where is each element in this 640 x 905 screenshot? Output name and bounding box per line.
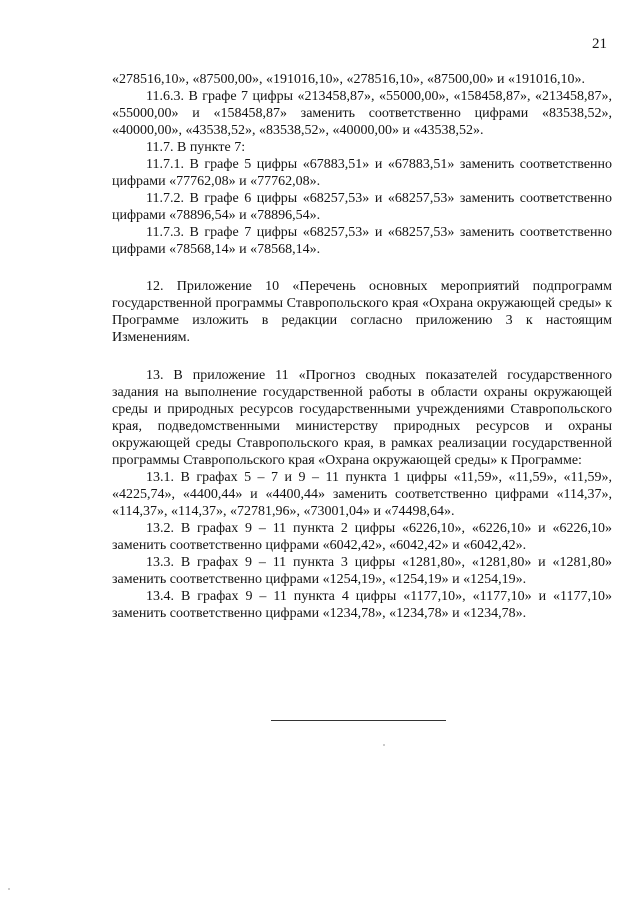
paragraph-13: 13. В приложение 11 «Прогноз сводных показателей государственного задания на выполнение государственной работы в области охраны окружающей среды и природных ресурсов государственными учреждениями Ставропольского края, подведомственными министерству природных ресурсов и охраны окружающей среды Ставропольского края, в рамках реализации государственной программы Ставропольского края «Охрана окружающей среды» к Программе:	[112, 368, 612, 468]
end-separator-line	[271, 720, 446, 721]
document-body	[112, 71, 612, 622]
paragraph-12: 12. Приложение 10 «Перечень основных мероприятий подпрограмм государственной программы Ставропольского края «Охрана окружающей среды» к Программе изложить в редакции согласно приложению 3 к настоящим Изменениям.	[112, 279, 612, 345]
paragraph-spacer	[112, 258, 612, 278]
paragraph-11-7-3: 11.7.3. В графе 7 цифры «68257,53» и «68257,53» заменить соответственно цифрами «78568,14» и «78568,14».	[112, 225, 612, 257]
paragraph-13-2: 13.2. В графах 9 – 11 пункта 2 цифры «6226,10», «6226,10» и «6226,10» заменить соответственно цифрами «6042,42», «6042,42» и «6042,42».	[112, 521, 612, 553]
paragraph-spacer	[112, 346, 612, 367]
paragraph-11-7-2: 11.7.2. В графе 6 цифры «68257,53» и «68257,53» заменить соответственно цифрами «78896,54» и «78896,54».	[112, 191, 612, 223]
page-number: 21	[592, 36, 607, 52]
paragraph-11-6-3: 11.6.3. В графе 7 цифры «213458,87», «55000,00», «158458,87», «213458,87», «55000,00» и «158458,87» заменить соответственно цифрами «83538,52», «40000,00», «43538,52», «83538,52», «40000,00» и «43538,52».	[112, 89, 612, 138]
paragraph-13-3: 13.3. В графах 9 – 11 пункта 3 цифры «1281,80», «1281,80» и «1281,80» заменить соответственно цифрами «1254,19», «1254,19» и «1254,19».	[112, 555, 612, 587]
paragraph-11-7: 11.7. В пункте 7:	[146, 140, 246, 155]
paragraph-13-1: 13.1. В графах 5 – 7 и 9 – 11 пункта 1 цифры «11,59», «11,59», «11,59», «4225,74», «4400,44» и «4400,44» заменить соответственно цифрами «114,37», «114,37», «114,37», «72781,96», «73001,04» и «74498,64».	[112, 470, 612, 519]
paragraph-continuation: «278516,10», «87500,00», «191016,10», «278516,10», «87500,00» и «191016,10».	[112, 72, 585, 87]
paragraph-13-4: 13.4. В графах 9 – 11 пункта 4 цифры «1177,10», «1177,10» и «1177,10» заменить соответственно цифрами «1234,78», «1234,78» и «1234,78».	[112, 589, 612, 621]
paragraph-11-7-1: 11.7.1. В графе 5 цифры «67883,51» и «67883,51» заменить соответственно цифрами «77762,08» и «77762,08».	[112, 157, 612, 189]
scan-speck	[383, 744, 385, 746]
scan-speck	[8, 888, 10, 890]
